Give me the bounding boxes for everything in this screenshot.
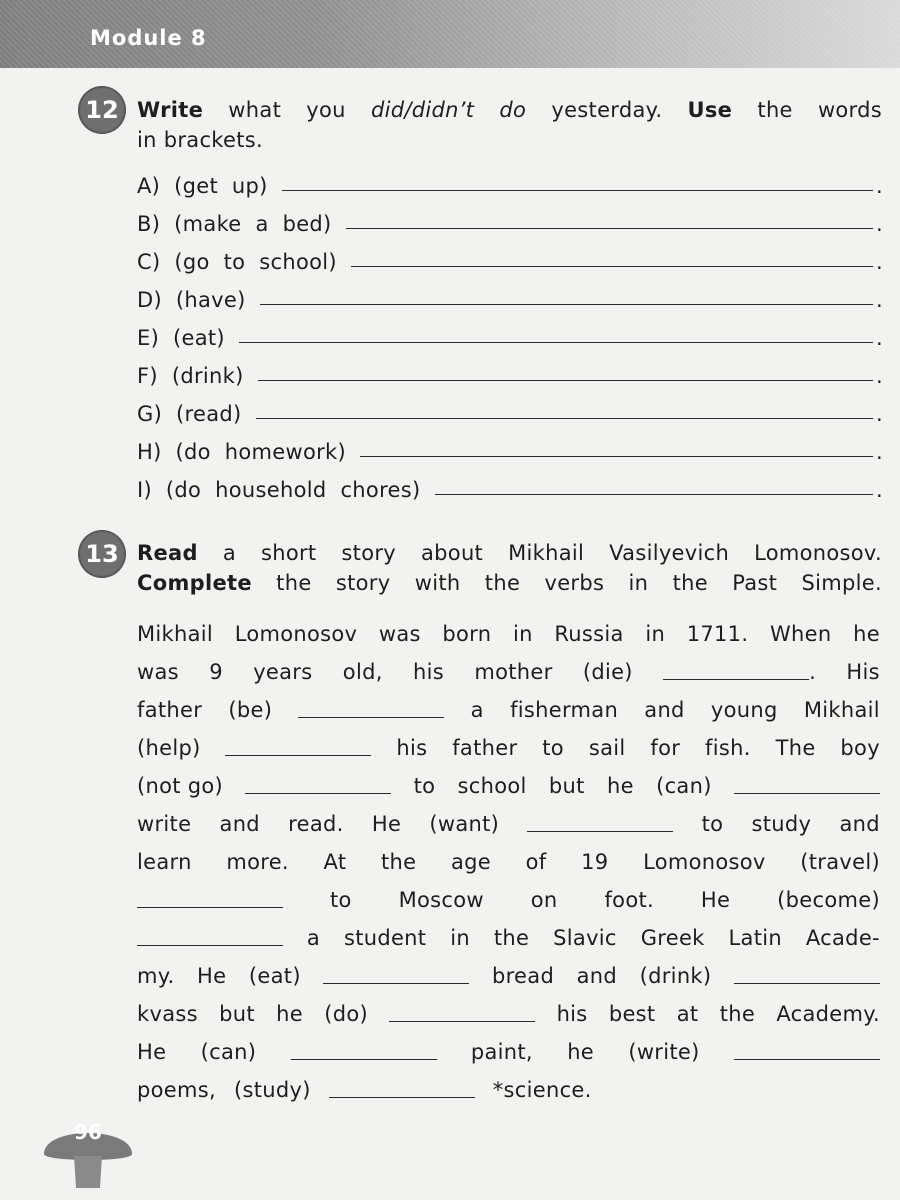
instruction-italic: did/didn’t do [370, 98, 527, 122]
story-line [137, 731, 880, 765]
item-label: F) (drink) [137, 364, 244, 388]
instruction-text: yesterday. [526, 98, 688, 122]
story-word: but [219, 1002, 255, 1026]
item-label: H) (do homework) [137, 440, 347, 464]
story-word: (write) [628, 1040, 700, 1064]
story-word: he [853, 622, 880, 646]
story-line [137, 1035, 880, 1069]
item-label: B) (make a bed) [137, 212, 332, 236]
story-word: in [645, 622, 666, 646]
instruction-write-bold: Write [137, 98, 204, 122]
story-word: Acade- [805, 926, 880, 950]
item-period: . [876, 212, 883, 236]
item-period: . [876, 440, 883, 464]
answer-blank[interactable] [260, 304, 873, 305]
answer-blank[interactable] [360, 456, 873, 457]
item-period: . [876, 174, 883, 198]
verb-answer-blank[interactable] [137, 944, 283, 946]
story-word: he [276, 1002, 303, 1026]
story-line [137, 769, 880, 803]
story-word: Greek [640, 926, 705, 950]
story-word: Moscow [398, 888, 484, 912]
answer-blank[interactable] [346, 228, 873, 229]
story-word: boy [840, 736, 880, 760]
exercise-12-item [137, 242, 882, 274]
story-word: (can) [656, 774, 712, 798]
story-line [137, 883, 880, 917]
answer-blank[interactable] [435, 494, 874, 495]
story-word: more. [226, 850, 289, 874]
story-word: young [710, 698, 778, 722]
exercise-12-item [137, 394, 882, 426]
story-word: read. [288, 812, 344, 836]
item-label: G) (read) [137, 402, 242, 426]
answer-blank[interactable] [258, 380, 873, 381]
story-line [137, 807, 880, 841]
story-word: his [413, 660, 444, 684]
verb-answer-blank[interactable] [734, 982, 880, 984]
story-word: at [676, 1002, 699, 1026]
verb-answer-blank[interactable] [291, 1058, 437, 1060]
story-word: (study) [233, 1078, 311, 1102]
story-word: on [530, 888, 558, 912]
item-period: . [876, 326, 883, 350]
story-word: in [512, 622, 533, 646]
module-header-band [0, 0, 900, 68]
story-word: He [137, 1040, 167, 1064]
verb-answer-blank[interactable] [137, 906, 283, 908]
item-label: D) (have) [137, 288, 246, 312]
verb-answer-blank[interactable] [298, 716, 444, 718]
exercise-12-item [137, 204, 882, 236]
verb-answer-blank[interactable] [734, 792, 880, 794]
story-word: years [253, 660, 313, 684]
story-word: poems, [137, 1078, 216, 1102]
story-word: my. [137, 964, 175, 988]
verb-answer-blank[interactable] [329, 1096, 475, 1098]
story-word: (be) [228, 698, 273, 722]
item-period: . [876, 250, 883, 274]
exercise-12-instruction-line1 [137, 95, 882, 125]
exercise-12-item [137, 470, 882, 502]
page-number: 96 [74, 1120, 102, 1144]
answer-blank[interactable] [351, 266, 873, 267]
verb-answer-blank[interactable] [225, 754, 371, 756]
exercise-13-instruction-line2 [137, 568, 882, 598]
instruction-text: a short story about Mikhail Vasilyevich Lomonosov. [197, 541, 882, 565]
story-word: school [457, 774, 527, 798]
exercise-13-badge [78, 530, 126, 578]
item-period: . [876, 364, 883, 388]
story-word: (eat) [248, 964, 301, 988]
story-word: (want) [429, 812, 500, 836]
verb-answer-blank[interactable] [323, 982, 469, 984]
instruction-complete-bold: Complete [137, 571, 252, 595]
story-line [137, 617, 880, 651]
story-word: was [378, 622, 421, 646]
item-period: . [876, 288, 883, 312]
story-word: fisherman [510, 698, 619, 722]
story-word: best [608, 1002, 656, 1026]
verb-answer-blank[interactable] [527, 830, 673, 832]
exercise-12-item [137, 280, 882, 312]
exercise-12-item [137, 432, 882, 464]
story-line [137, 921, 880, 955]
story-word: of [525, 850, 547, 874]
story-word: Slavic [553, 926, 617, 950]
item-label: I) (do household chores) [137, 478, 421, 502]
story-word: The [775, 736, 816, 760]
exercise-12-number: 12 [85, 96, 119, 124]
story-word: When [769, 622, 832, 646]
story-word: write [137, 812, 192, 836]
story-word: father [452, 736, 518, 760]
story-word: fish. [705, 736, 751, 760]
story-word: his [396, 736, 428, 760]
story-word: paint, [470, 1040, 533, 1064]
story-word: Latin [728, 926, 782, 950]
story-word: was [137, 660, 179, 684]
story-word: to [542, 736, 564, 760]
story-line [137, 693, 880, 727]
story-word: in [450, 926, 470, 950]
story-word: a [470, 698, 484, 722]
instruction-text: what you [203, 98, 371, 122]
verb-answer-blank[interactable] [663, 678, 809, 680]
exercise-12-item [137, 318, 882, 350]
story-word: He [197, 964, 227, 988]
story-word: and [219, 812, 260, 836]
story-word: born [442, 622, 492, 646]
story-word: and [839, 812, 880, 836]
story-word: 9 [209, 660, 223, 684]
story-word: the [719, 1002, 756, 1026]
verb-answer-blank[interactable] [734, 1058, 880, 1060]
story-word: student [343, 926, 427, 950]
story-word: old, [342, 660, 383, 684]
story-word: learn [137, 850, 192, 874]
story-word: (do) [324, 1002, 369, 1026]
story-word: to [413, 774, 436, 798]
story-word: 19 [581, 850, 609, 874]
story-word: (travel) [800, 850, 880, 874]
story-word: His [846, 660, 880, 684]
story-word: to [701, 812, 724, 836]
story-line [137, 845, 880, 879]
story-word: bread [491, 964, 555, 988]
story-word: age [451, 850, 492, 874]
story-word: the [381, 850, 417, 874]
verb-answer-blank[interactable] [389, 1020, 535, 1022]
story-line [137, 959, 880, 993]
story-word: sail [588, 736, 626, 760]
exercise-12-item [137, 356, 882, 388]
story-word: for [650, 736, 681, 760]
exercise-12-instruction-line2: in brackets. [137, 128, 263, 152]
story-word: (help) [137, 736, 201, 760]
exercise-13-instruction-line1 [137, 538, 882, 568]
story-word: Mikhail [803, 698, 880, 722]
story-word: to [329, 888, 352, 912]
verb-answer-blank[interactable] [245, 792, 391, 794]
story-word: (die) [582, 660, 633, 684]
item-label: A) (get up) [137, 174, 268, 198]
story-word: Lomonosov [234, 622, 358, 646]
instruction-read-bold: Read [137, 541, 198, 565]
story-word: a [306, 926, 321, 950]
story-word: he [606, 774, 634, 798]
story-word: study [751, 812, 812, 836]
story-word: kvass [137, 1002, 198, 1026]
story-word: father [137, 698, 203, 722]
story-word: his [556, 1002, 588, 1026]
exercise-12-badge [78, 86, 126, 134]
module-title: Module 8 [90, 26, 207, 50]
story-word: *science. [492, 1078, 592, 1102]
answer-blank[interactable] [282, 190, 873, 191]
story-word: He [700, 888, 731, 912]
story-word: Lomonosov [643, 850, 766, 874]
item-label: C) (go to school) [137, 250, 337, 274]
exercise-13-number: 13 [85, 540, 119, 568]
story-word: At [323, 850, 347, 874]
answer-blank[interactable] [239, 342, 873, 343]
story-word: the [493, 926, 530, 950]
story-word: and [576, 964, 618, 988]
story-word: Academy. [776, 1002, 880, 1026]
story-word: he [567, 1040, 595, 1064]
story-word: and [644, 698, 685, 722]
story-word: (become) [777, 888, 880, 912]
story-word: (drink) [639, 964, 712, 988]
sentence-period: . [809, 660, 817, 684]
story-line [137, 655, 880, 689]
story-line [137, 997, 880, 1031]
item-label: E) (eat) [137, 326, 225, 350]
story-word: mother [474, 660, 553, 684]
story-word: Mikhail [137, 622, 214, 646]
story-word: He [371, 812, 402, 836]
exercise-12-item [137, 166, 882, 198]
instruction-text: the words [732, 98, 882, 122]
story-line [137, 1073, 880, 1107]
item-period: . [876, 478, 883, 502]
item-period: . [876, 402, 883, 426]
story-word: foot. [604, 888, 654, 912]
instruction-text: the story with the verbs in the Past Simple. [251, 571, 882, 595]
story-word: (can) [200, 1040, 257, 1064]
story-word: 1711. [686, 622, 749, 646]
answer-blank[interactable] [256, 418, 874, 419]
story-word: Russia [554, 622, 624, 646]
story-word: but [548, 774, 585, 798]
instruction-use-bold: Use [687, 98, 733, 122]
story-word: (not go) [137, 774, 224, 798]
